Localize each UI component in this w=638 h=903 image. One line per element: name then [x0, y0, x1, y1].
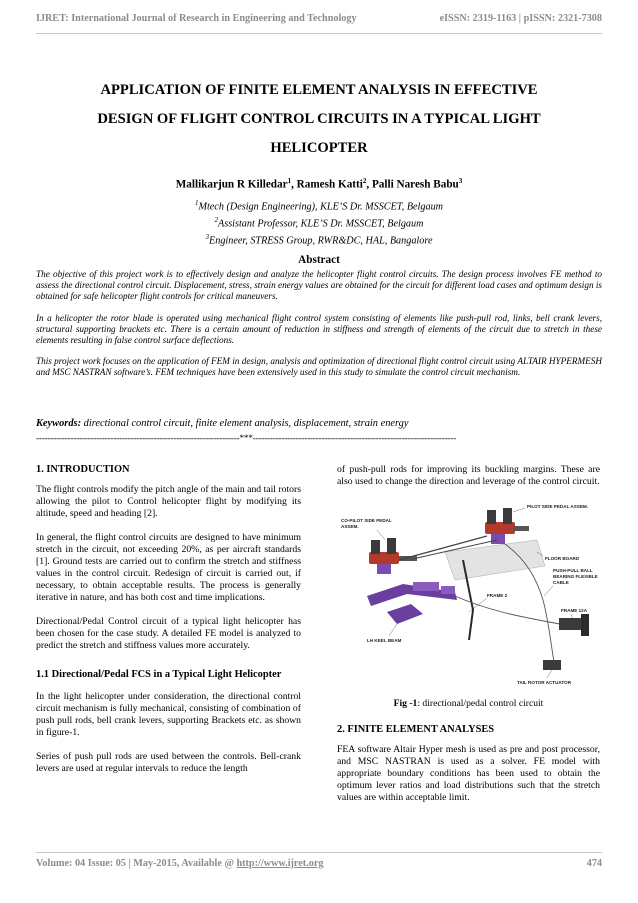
- section-1-1-paragraph-2: Series of push pull rods are used between the controls. Bell-crank levers are used at regular intervals to reduce the length: [36, 751, 301, 774]
- author-sep-2: ,: [366, 178, 372, 191]
- keywords: [36, 418, 602, 429]
- section-2-heading: 2. FINITE ELEMENT ANALYSES: [337, 724, 495, 735]
- label-pilot-pedal: PILOT SIDE PEDAL ASSEM.: [527, 504, 589, 509]
- title-line-1: APPLICATION OF FINITE ELEMENT ANALYSIS IN EFFECTIVE: [100, 82, 538, 98]
- issn: eISSN: 2319-1163 | pISSN: 2321-7308: [439, 13, 602, 24]
- structural-brackets: [367, 582, 457, 624]
- keywords-text: directional control circuit, finite element analysis, displacement, strain energy: [83, 418, 409, 429]
- footer-volume: [36, 858, 323, 869]
- section-separator: -----------------------------------------------------------------------***-----------------------------------------------------------------------: [36, 434, 456, 444]
- affiliation-2-text: Assistant Professor, KLE’S Dr. MSSCET, Belgaum: [218, 218, 424, 230]
- floor-board-panel: [445, 540, 545, 580]
- author-3: Palli Naresh Babu: [371, 178, 459, 191]
- section-2-paragraph: FEA software Altair Hyper mesh is used as pre and post processor, and MSC NASTRAN is used as a solver. FE model with appropriate boundary conditions has been used to obtain the optimum lever ratios and load distributions such that the stretch values are within acceptable limit.: [337, 744, 600, 803]
- affiliations: [36, 197, 602, 248]
- paper-title: [40, 76, 598, 163]
- figure-caption-text: : directional/pedal control circuit: [417, 698, 544, 709]
- affiliation-3: [36, 231, 602, 248]
- running-footer: [36, 858, 602, 869]
- author-sep-1: ,: [291, 178, 297, 191]
- section-1-heading: 1. INTRODUCTION: [36, 464, 130, 475]
- author-3-sup: 3: [458, 177, 463, 185]
- abstract-paragraph-1: The objective of this project work is to effectively design and analyze the helicopter flight control circuits. The design process involves FE method to assess the directional control circuit. Displacement, stress, strain energy values are obtained for the circuit for different load cases and optimum design is obtained for safe helicopter flight controls for critical maneuvers.: [36, 269, 602, 301]
- affiliation-1: [36, 197, 602, 214]
- label-tail-rotor: TAIL ROTOR ACTUATOR: [517, 680, 572, 685]
- affiliation-3-text: Engineer, STRESS Group, RWR&DC, HAL, Bangalore: [209, 235, 433, 247]
- affiliation-2: [36, 214, 602, 231]
- copilot-pedal-assembly: [369, 538, 417, 574]
- abstract-heading: Abstract: [298, 254, 340, 266]
- label-frame-2: FRAME 2: [487, 593, 508, 598]
- figure-1: [337, 500, 600, 690]
- author-1-sup: 1: [287, 177, 292, 185]
- section-1-1-paragraph-1: In the light helicopter under consideration, the directional control circuit mechanism is fully mechanical, consisting of combination of push pull rods, bell crank levers, supporting Brackets etc. as shown in figure-1.: [36, 691, 301, 738]
- label-copilot-pedal-2: ASSEM.: [341, 524, 359, 529]
- affiliation-1-sup: 1: [194, 199, 199, 207]
- journal-name: IJRET: International Journal of Research in Engineering and Technology: [36, 13, 357, 24]
- pilot-pedal-assembly: [485, 508, 529, 544]
- affiliation-3-sup: 3: [205, 232, 210, 241]
- label-copilot-pedal-1: CO-PILOT SIDE PEDAL: [341, 518, 392, 523]
- left-column: [36, 464, 301, 787]
- footer-rule: [36, 852, 602, 853]
- journal-link[interactable]: http://www.ijret.org: [236, 858, 324, 869]
- control-circuit-illustration: [337, 500, 600, 690]
- figure-caption: [337, 698, 600, 710]
- author-1: Mallikarjun R Killedar: [175, 178, 288, 191]
- running-header: [36, 13, 602, 27]
- title-line-3: HELICOPTER: [270, 140, 368, 156]
- author-2-sup: 2: [362, 177, 367, 185]
- section-1-paragraph-1: The flight controls modify the pitch angle of the main and tail rotors allowing the pilot to Control helicopter flight by modifying its altitude, speed and heading [2].: [36, 484, 301, 519]
- section-1-1-heading: 1.1 Directional/Pedal FCS in a Typical Light Helicopter: [36, 669, 282, 680]
- affiliation-1-text: Mtech (Design Engineering), KLE’S Dr. MSSCET, Belgaum: [198, 201, 444, 213]
- label-frame-12a: FRAME 12A: [561, 608, 588, 613]
- header-rule: [36, 33, 602, 34]
- label-push-pull-1: PUSH-PULL BALL: [553, 568, 593, 573]
- footer-volume-text: Volume: 04 Issue: 05 | May-2015, Available @: [36, 858, 237, 869]
- abstract-paragraph-2: In a helicopter the rotor blade is operated using mechanical flight control system consisting of elements like push-pull rod, links, bell crank levers, structural supporting brackets etc. There is a certain amount of reduction in stiffness and strength of elements of the circuit due to stretch in these elements resulting in false control surface deflections.: [36, 312, 602, 345]
- figure-caption-label: Fig -1: [393, 698, 418, 709]
- abstract-paragraph-3: This project work focuses on the application of FEM in design, analysis and optimization of directional flight control circuit using ALTAIR HYPERMESH and MSC NASTRAN software’s. FEM techniques have been extensively used in this study to simulate the control circuit mechanism.: [36, 356, 602, 377]
- tail-rotor-actuator: [543, 660, 561, 670]
- label-floor-board: FLOOR BOARD: [545, 556, 580, 561]
- affiliation-2-sup: 2: [214, 215, 219, 224]
- right-column: [337, 464, 600, 816]
- label-push-pull-2: BEARING FLEXIBLE: [553, 574, 598, 579]
- title-line-2: DESIGN OF FLIGHT CONTROL CIRCUITS IN A TYPICAL LIGHT: [97, 111, 541, 127]
- frame-12a-assembly: [559, 614, 589, 636]
- authors: [36, 177, 602, 191]
- section-1-paragraph-2: In general, the flight control circuits are designed to have minimum stretch in the circuit, not exceeding 20%, as per aircraft standards [1]. Ground tests are carried out to confirm the stretch and stiffness values in the control circuit. Redesign of circuit is carried out, if necessary, to obtain acceptable results. The process is generally iterative in nature, and has both cost and time implications.: [36, 532, 301, 603]
- author-2: Ramesh Katti: [296, 178, 363, 191]
- continuation-paragraph: of push-pull rods for improving its buckling margins. These are also used to change the direction and leverage of the control circuit.: [337, 464, 600, 487]
- label-lh-keel: LH KEEL BEAM: [367, 638, 402, 643]
- section-1-paragraph-3: Directional/Pedal Control circuit of a typical light helicopter has been chosen for the case study. A detailed FE model is analyzed to predict the stretch and stiffness values more accurately.: [36, 616, 301, 651]
- keywords-label: Keywords:: [36, 418, 82, 429]
- page-number: 474: [586, 858, 602, 869]
- abstract-body: [36, 269, 602, 389]
- label-push-pull-3: CABLE: [553, 580, 569, 585]
